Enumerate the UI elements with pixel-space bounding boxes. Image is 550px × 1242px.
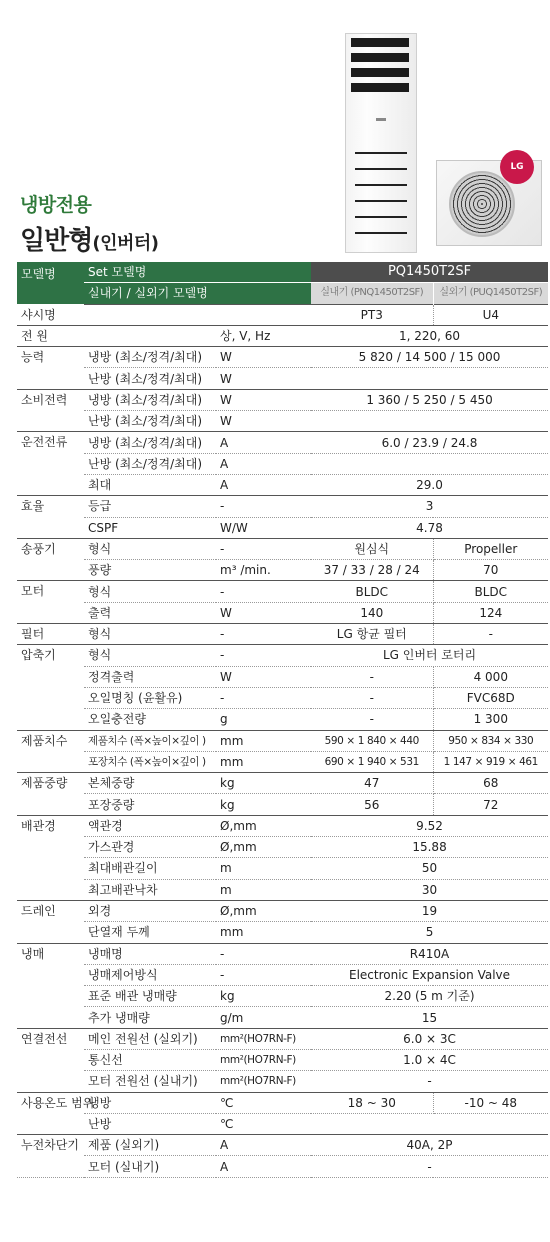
row-unit: A <box>216 474 311 495</box>
row-value: 1, 220, 60 <box>311 325 548 346</box>
row-category: 사용온도 범위 <box>17 1092 84 1135</box>
row-item: 형식 <box>84 624 216 645</box>
row-outdoor-value: 68 <box>433 773 548 794</box>
table-row <box>17 304 548 325</box>
row-unit: A <box>216 432 311 453</box>
row-outdoor-value: FVC68D <box>433 687 548 708</box>
row-item: 액관경 <box>84 815 216 836</box>
row-unit: kg <box>216 986 311 1007</box>
row-item: 냉방 (최소/정격/최대) <box>84 347 216 368</box>
row-value <box>311 453 548 474</box>
table-row <box>17 730 548 751</box>
table-row <box>17 602 548 623</box>
row-unit: W <box>216 411 311 432</box>
row-item: 본체중량 <box>84 773 216 794</box>
row-item: 제품 (실외기) <box>84 1135 216 1156</box>
row-value: 30 <box>311 879 548 900</box>
row-item: 냉방 (최소/정격/최대) <box>84 432 216 453</box>
table-row <box>17 1135 548 1156</box>
table-row <box>17 1028 548 1049</box>
table-row <box>17 815 548 836</box>
row-indoor-value: - <box>311 709 433 730</box>
row-category: 드레인 <box>17 900 84 943</box>
table-row <box>17 943 548 964</box>
row-category: 효율 <box>17 496 84 539</box>
row-value: R410A <box>311 943 548 964</box>
row-item: 냉매제어방식 <box>84 964 216 985</box>
row-outdoor-value: 124 <box>433 602 548 623</box>
row-value <box>311 368 548 389</box>
row-item: 모터 전원선 (실내기) <box>84 1071 216 1092</box>
title-main: 일반형 <box>20 226 93 256</box>
row-item: 추가 냉매량 <box>84 1007 216 1028</box>
row-category: 필터 <box>17 624 84 645</box>
row-unit: mm <box>216 922 311 943</box>
row-item: 정격출력 <box>84 666 216 687</box>
row-unit: g/m <box>216 1007 311 1028</box>
row-indoor-value: 56 <box>311 794 433 815</box>
row-unit: ℃ <box>216 1092 311 1113</box>
row-unit: W <box>216 347 311 368</box>
row-item: 최대 <box>84 474 216 495</box>
row-indoor-value: LG 항균 필터 <box>311 624 433 645</box>
unit-model-label: 실내기 / 실외기 모델명 <box>84 283 311 304</box>
row-category: 연결전선 <box>17 1028 84 1092</box>
table-row <box>17 411 548 432</box>
row-unit: Ø,mm <box>216 815 311 836</box>
row-category: 압축기 <box>17 645 84 730</box>
row-indoor-value: 37 / 33 / 28 / 24 <box>311 560 433 581</box>
row-outdoor-value: 4 000 <box>433 666 548 687</box>
table-row <box>17 900 548 921</box>
row-unit: - <box>216 943 311 964</box>
row-item: 난방 (최소/정격/최대) <box>84 453 216 474</box>
row-item: 형식 <box>84 645 216 666</box>
table-row <box>17 964 548 985</box>
row-value: 50 <box>311 858 548 879</box>
row-item: CSPF <box>84 517 216 538</box>
table-row <box>17 325 548 346</box>
table-row <box>17 837 548 858</box>
outdoor-model-value: 실외기 (PUQ1450T2SF) <box>433 283 548 304</box>
table-row <box>17 858 548 879</box>
row-value: 1 360 / 5 250 / 5 450 <box>311 389 548 410</box>
row-category: 제품치수 <box>17 730 84 773</box>
row-item: 난방 (최소/정격/최대) <box>84 411 216 432</box>
table-row <box>17 1092 548 1113</box>
table-row <box>17 794 548 815</box>
row-unit: - <box>216 538 311 559</box>
row-unit: kg <box>216 773 311 794</box>
row-unit: mm²(HO7RN-F) <box>216 1028 311 1049</box>
row-unit: W <box>216 368 311 389</box>
row-outdoor-value: 1 147 × 919 × 461 <box>433 751 548 772</box>
row-outdoor-value: 72 <box>433 794 548 815</box>
row-unit: A <box>216 1135 311 1156</box>
row-value <box>311 1113 548 1134</box>
row-outdoor-value: 950 × 834 × 330 <box>433 730 548 751</box>
row-item: 포장중량 <box>84 794 216 815</box>
row-unit: kg <box>216 794 311 815</box>
row-category: 누전차단기 <box>17 1135 84 1178</box>
row-value: 5 <box>311 922 548 943</box>
row-unit: - <box>216 496 311 517</box>
row-item: 표준 배관 냉매량 <box>84 986 216 1007</box>
row-item: 난방 (최소/정격/최대) <box>84 368 216 389</box>
row-value: 15.88 <box>311 837 548 858</box>
row-unit: mm <box>216 730 311 751</box>
row-value: 5 820 / 14 500 / 15 000 <box>311 347 548 368</box>
table-row <box>17 453 548 474</box>
header-row-set <box>17 262 548 283</box>
table-row <box>17 879 548 900</box>
row-unit: m <box>216 858 311 879</box>
row-unit: - <box>216 645 311 666</box>
row-outdoor-value: BLDC <box>433 581 548 602</box>
row-value: 4.78 <box>311 517 548 538</box>
row-category: 샤시명 <box>17 304 84 325</box>
row-value: LG 인버터 로터리 <box>311 645 548 666</box>
row-item: 오일명칭 (윤활유) <box>84 687 216 708</box>
row-item: 출력 <box>84 602 216 623</box>
row-unit: W <box>216 389 311 410</box>
spec-table <box>17 262 548 1178</box>
row-unit: ℃ <box>216 1113 311 1134</box>
lg-logo: LG <box>500 150 534 184</box>
table-row <box>17 645 548 666</box>
row-unit: W/W <box>216 517 311 538</box>
row-outdoor-value: U4 <box>433 304 548 325</box>
row-unit: - <box>216 964 311 985</box>
model-label: 모델명 <box>17 262 84 304</box>
table-row <box>17 496 548 517</box>
row-indoor-value: 690 × 1 940 × 531 <box>311 751 433 772</box>
table-row <box>17 1007 548 1028</box>
row-value <box>311 411 548 432</box>
row-indoor-value: 590 × 1 840 × 440 <box>311 730 433 751</box>
table-row <box>17 368 548 389</box>
table-row <box>17 773 548 794</box>
row-item: 제품치수 (폭×높이×깊이 ) <box>84 730 216 751</box>
table-row <box>17 624 548 645</box>
row-unit: m³ /min. <box>216 560 311 581</box>
row-indoor-value: 140 <box>311 602 433 623</box>
row-outdoor-value: 70 <box>433 560 548 581</box>
row-unit: mm <box>216 751 311 772</box>
row-indoor-value: - <box>311 687 433 708</box>
table-row <box>17 538 548 559</box>
row-item: 모터 (실내기) <box>84 1156 216 1177</box>
row-unit <box>216 304 311 325</box>
row-outdoor-value: Propeller <box>433 538 548 559</box>
row-category: 배관경 <box>17 815 84 900</box>
row-item: 난방 <box>84 1113 216 1134</box>
page-title <box>20 220 158 257</box>
row-item: 냉방 (최소/정격/최대) <box>84 389 216 410</box>
row-item: 통신선 <box>84 1049 216 1070</box>
table-row <box>17 1113 548 1134</box>
row-unit: A <box>216 453 311 474</box>
row-indoor-value: - <box>311 666 433 687</box>
set-model-label: Set 모델명 <box>84 262 311 283</box>
row-value: 15 <box>311 1007 548 1028</box>
row-category: 운전전류 <box>17 432 84 496</box>
row-unit: A <box>216 1156 311 1177</box>
row-unit: Ø,mm <box>216 837 311 858</box>
fan-icon <box>449 171 515 237</box>
row-item: 최대배관길이 <box>84 858 216 879</box>
category-label: 냉방전용 <box>20 194 92 216</box>
row-unit: - <box>216 687 311 708</box>
row-item: 냉방 <box>84 1092 216 1113</box>
row-category: 송풍기 <box>17 538 84 581</box>
row-item: 가스관경 <box>84 837 216 858</box>
table-row <box>17 1071 548 1092</box>
title-suffix: (인버터) <box>92 233 159 254</box>
row-value: - <box>311 1156 548 1177</box>
row-indoor-value: BLDC <box>311 581 433 602</box>
table-row <box>17 517 548 538</box>
row-indoor-value: 18 ~ 30 <box>311 1092 433 1113</box>
product-header <box>0 0 550 262</box>
row-value: 19 <box>311 900 548 921</box>
row-item: 형식 <box>84 538 216 559</box>
row-indoor-value: 47 <box>311 773 433 794</box>
row-value: 40A, 2P <box>311 1135 548 1156</box>
row-item: 메인 전원선 (실외기) <box>84 1028 216 1049</box>
row-value: - <box>311 1071 548 1092</box>
row-item <box>84 304 216 325</box>
row-category: 냉매 <box>17 943 84 1028</box>
row-category: 전 원 <box>17 325 84 346</box>
row-unit: mm²(HO7RN-F) <box>216 1071 311 1092</box>
row-unit: mm²(HO7RN-F) <box>216 1049 311 1070</box>
row-indoor-value: 원심식 <box>311 538 433 559</box>
row-item: 오일충전량 <box>84 709 216 730</box>
table-row <box>17 1156 548 1177</box>
row-outdoor-value: -10 ~ 48 <box>433 1092 548 1113</box>
row-item: 최고배관낙차 <box>84 879 216 900</box>
table-row <box>17 581 548 602</box>
row-item: 냉매명 <box>84 943 216 964</box>
row-item: 단열재 두께 <box>84 922 216 943</box>
row-category: 모터 <box>17 581 84 624</box>
row-category: 제품중량 <box>17 773 84 816</box>
row-value: 1.0 × 4C <box>311 1049 548 1070</box>
set-model-value: PQ1450T2SF <box>311 262 548 283</box>
table-row <box>17 347 548 368</box>
table-row <box>17 1049 548 1070</box>
row-outdoor-value: 1 300 <box>433 709 548 730</box>
row-unit: Ø,mm <box>216 900 311 921</box>
row-unit: W <box>216 666 311 687</box>
row-category: 능력 <box>17 347 84 390</box>
table-row <box>17 666 548 687</box>
row-item: 형식 <box>84 581 216 602</box>
table-row <box>17 687 548 708</box>
table-row <box>17 751 548 772</box>
table-row <box>17 986 548 1007</box>
table-row <box>17 474 548 495</box>
row-item: 외경 <box>84 900 216 921</box>
row-indoor-value: PT3 <box>311 304 433 325</box>
indoor-unit-image <box>345 33 417 253</box>
row-value: Electronic Expansion Valve <box>311 964 548 985</box>
row-item: 등급 <box>84 496 216 517</box>
row-unit: m <box>216 879 311 900</box>
table-row <box>17 922 548 943</box>
row-value: 2.20 (5 m 기준) <box>311 986 548 1007</box>
table-row <box>17 432 548 453</box>
row-unit: g <box>216 709 311 730</box>
indoor-model-value: 실내기 (PNQ1450T2SF) <box>311 283 433 304</box>
row-value: 9.52 <box>311 815 548 836</box>
row-value: 6.0 / 23.9 / 24.8 <box>311 432 548 453</box>
table-row <box>17 560 548 581</box>
row-unit: W <box>216 602 311 623</box>
row-value: 3 <box>311 496 548 517</box>
table-row <box>17 709 548 730</box>
row-item: 포장치수 (폭×높이×깊이 ) <box>84 751 216 772</box>
header-row-units <box>17 283 548 304</box>
row-item: 풍량 <box>84 560 216 581</box>
row-value: 29.0 <box>311 474 548 495</box>
row-unit: - <box>216 624 311 645</box>
row-unit: - <box>216 581 311 602</box>
table-row <box>17 389 548 410</box>
row-item <box>84 325 216 346</box>
row-unit: 상, V, Hz <box>216 325 311 346</box>
row-outdoor-value: - <box>433 624 548 645</box>
row-category: 소비전력 <box>17 389 84 432</box>
row-value: 6.0 × 3C <box>311 1028 548 1049</box>
